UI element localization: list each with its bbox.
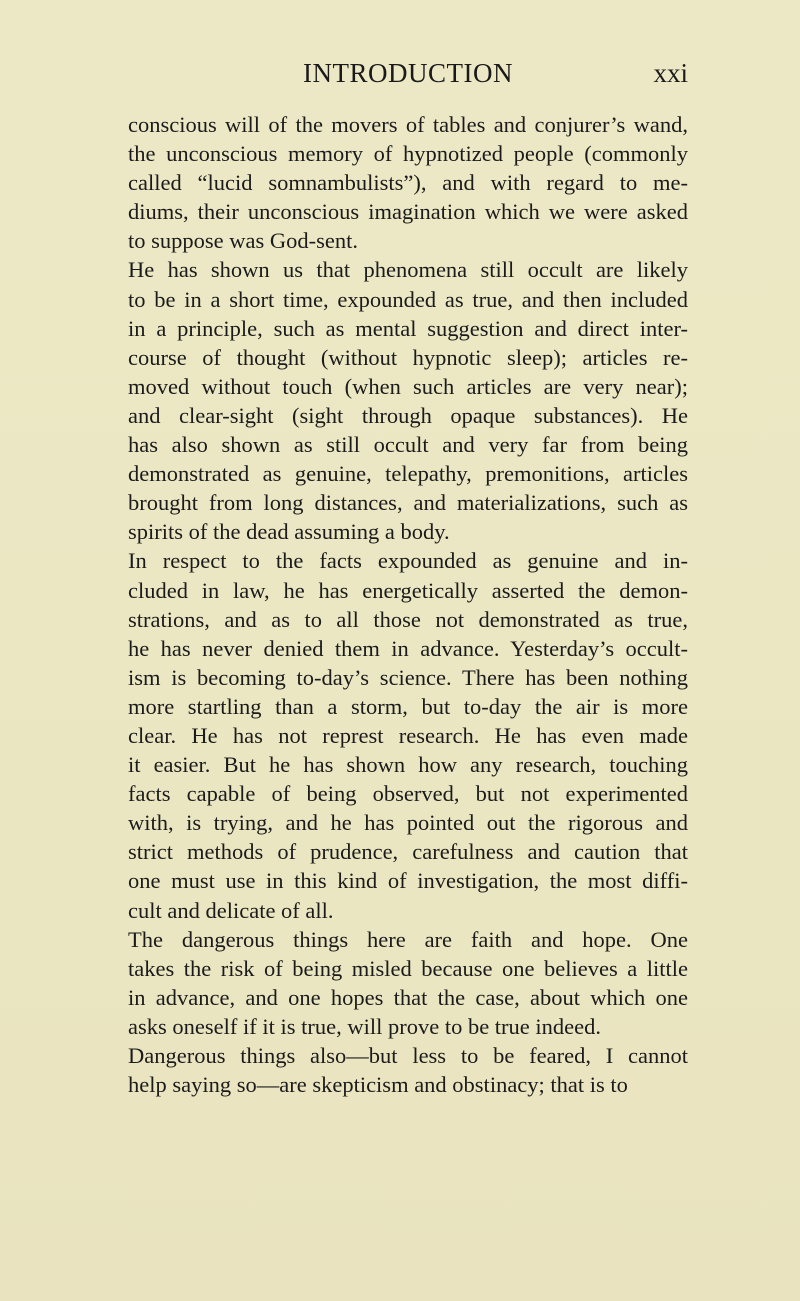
text-line: has also shown as still occult and very far from being [128, 432, 688, 458]
text-line: Dangerous things also—but less to be feared, I cannot [128, 1043, 688, 1068]
paragraph [128, 925, 688, 1041]
text-line: diums, their unconscious imagination which we were asked [128, 199, 688, 225]
text-line: moved without touch (when such articles are very near); [128, 373, 688, 399]
running-head [128, 58, 688, 94]
text-line: it easier. But he has shown how any research, touching [128, 752, 688, 778]
chapter-title: INTRODUCTION [303, 58, 513, 88]
text-line: the unconscious memory of hypnotized people (commonly [128, 141, 688, 167]
paragraph [128, 546, 688, 924]
text-line: help saying so—are skepticism and obstinacy; that is to [128, 1072, 628, 1098]
text-line: to be in a short time, expounded as true, and then included [128, 286, 688, 312]
text-line: more startling than a storm, but to-day the air is more [128, 693, 688, 719]
text-line: He has shown us that phenomena still occult are likely [128, 257, 688, 283]
text-line: called “lucid somnambulists”), and with regard to me- [128, 170, 688, 196]
text-line: takes the risk of being misled because one believes a little [128, 955, 688, 981]
paragraph [128, 255, 688, 546]
page-number: xxi [653, 58, 688, 88]
body-text [128, 110, 688, 1099]
text-line: facts capable of being observed, but not experimented [128, 781, 688, 807]
text-line: with, is trying, and he has pointed out the rigorous and [128, 810, 688, 836]
text-line: he has never denied them in advance. Yesterday’s occult- [128, 635, 688, 661]
text-line: conscious will of the movers of tables and conjurer’s wand, [128, 112, 688, 137]
text-line: course of thought (without hypnotic sleep); articles re- [128, 344, 688, 370]
text-line: one must use in this kind of investigation, the most diffi- [128, 868, 688, 894]
text-line: The dangerous things here are faith and hope. One [128, 926, 688, 952]
text-line: demonstrated as genuine, telepathy, premonitions, articles [128, 461, 688, 487]
text-line: in a principle, such as mental suggestion and direct inter- [128, 315, 688, 341]
text-line: cluded in law, he has energetically asserted the demon- [128, 577, 688, 603]
text-line: asks oneself if it is true, will prove to be true indeed. [128, 1013, 602, 1039]
text-line: cult and delicate of all. [128, 897, 334, 923]
paragraph [128, 1041, 688, 1099]
text-line: brought from long distances, and materializations, such as [128, 490, 688, 516]
text-line: ism is becoming to-day’s science. There has been nothing [128, 664, 688, 690]
text-line: in advance, and one hopes that the case, about which one [128, 984, 688, 1010]
text-line: to suppose was God-sent. [128, 228, 358, 254]
text-line: strations, and as to all those not demonstrated as true, [128, 606, 688, 632]
paragraph [128, 110, 688, 255]
text-line: In respect to the facts expounded as genuine and in- [128, 548, 688, 574]
text-line: clear. He has not represt research. He has even made [128, 722, 688, 748]
text-line: and clear-sight (sight through opaque substances). He [128, 402, 688, 428]
text-line: strict methods of prudence, carefulness and caution that [128, 839, 688, 865]
text-line: spirits of the dead assuming a body. [128, 519, 450, 545]
